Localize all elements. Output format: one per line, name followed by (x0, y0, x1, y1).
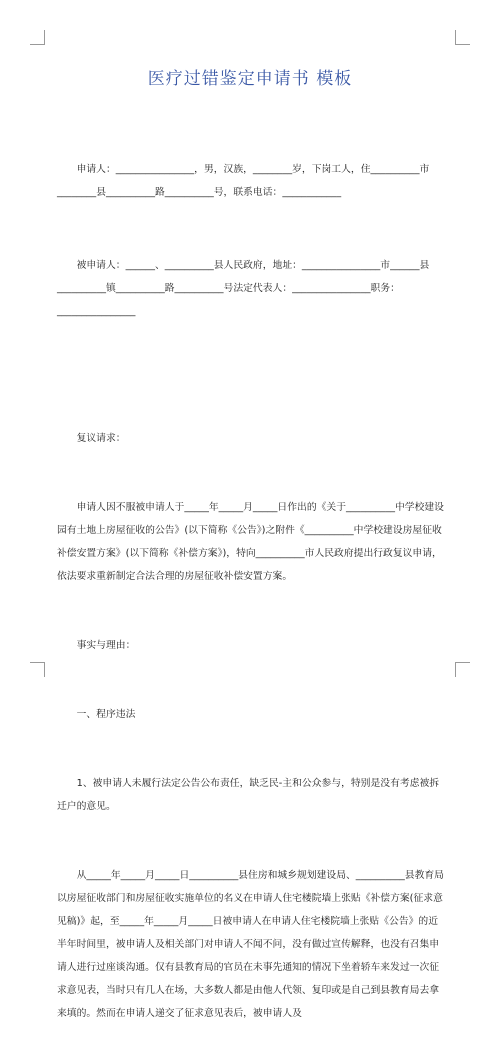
crop-mark-top-left (30, 30, 45, 45)
paragraph-applicant: 申请人：________________，男，汉族，________岁，下岗工人，住__________市________县__________路__________号，联系电话：____________ (57, 164, 430, 198)
heading-procedure-illegal: 一、程序违法 (57, 709, 136, 720)
paragraph-facts-detail: 从_____年_____月_____日__________县住房和城乡规划建设局、__________县教育局以房屋征收部门和房屋征收实施单位的名义在申请人住宅楼院墙上张贴《补偿方案(征求意见稿)》起，至_____年_____月_____日被申请人在申请人住宅楼院墙上张贴《公告》的近半年时间里，被申请人及相关部门对申请人不闻不问，没有做过宣传解释，也没有召集申请人进行过座谈沟通。仅有县教育局的官员在未事先通知的情况下坐着轿车来发过一次征求意见表，当时只有几人在场，大多数人都是由他人代领、复印或是自己到县教育局去拿来填的。然而在申请人递交了征求意见表后，被申请人及 (57, 870, 444, 1019)
paragraph-spacer (57, 369, 447, 381)
crop-mark-bottom-left (30, 662, 45, 677)
crop-mark-top-right (455, 30, 470, 45)
document-title: 医疗过错鉴定申请书 模板 (147, 69, 353, 89)
heading-facts-reasons: 事实与理由： (57, 640, 136, 651)
crop-mark-bottom-right (455, 662, 470, 677)
heading-review-request: 复议请求： (57, 433, 126, 444)
paragraph-respondent: 被申请人：______、__________县人民政府，地址：________________市______县__________镇__________路__________号法定代表人：________________职务：________________ (57, 260, 430, 317)
paragraph-point-1: 1、被申请人未履行法定公告公布责任，缺乏民-主和公众参与，特别是没有考虑被拆迁户的意见。 (57, 778, 440, 812)
paragraph-review-request: 申请人因不服被申请人于_____年_____月_____日作出的《关于__________中学校建设园有土地上房屋征收的公告》(以下简称《公告》)之附件《__________中学校建设房屋征收补偿安置方案》(以下简称《补偿方案》)，特向__________市人民政府提出行政复议申请，依法要求重新制定合法合理的房屋征收补偿安置方案。 (57, 502, 444, 582)
document-body (57, 112, 447, 1048)
